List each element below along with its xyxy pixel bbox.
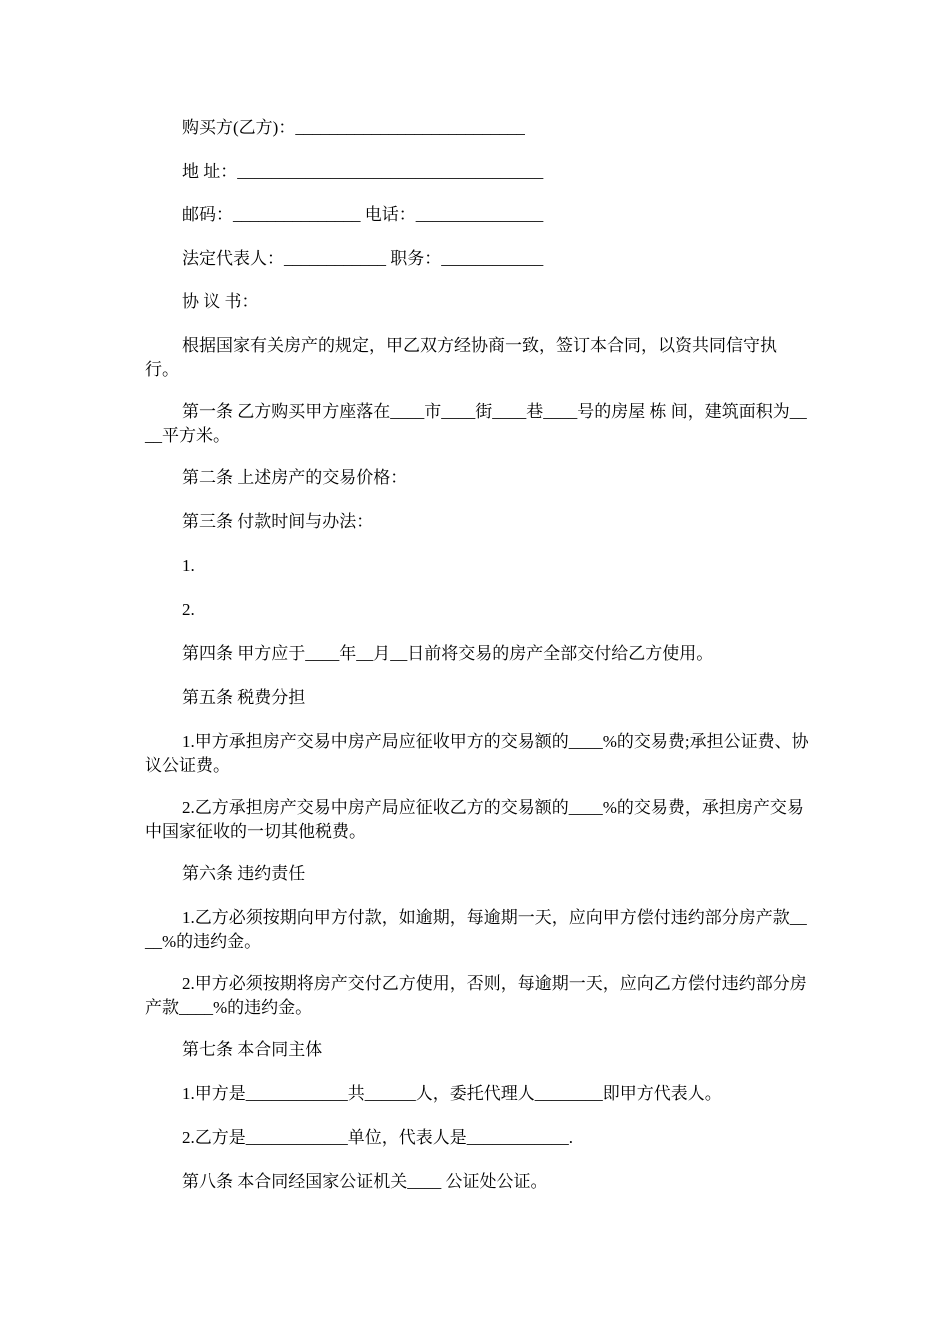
- article-6: 第六条 违约责任: [182, 864, 306, 883]
- preamble-paragraph: 根据国家有关房产的规定，甲乙双方经协商一致，签订本合同，以资共同信守执行。: [145, 336, 777, 379]
- article-3-item-2: 2.: [182, 600, 195, 619]
- article-7: 第七条 本合同主体: [182, 1040, 323, 1059]
- article-2: 第二条 上述房产的交易价格：: [182, 468, 408, 487]
- article-8: 第八条 本合同经国家公证机关____ 公证处公证。: [182, 1172, 548, 1191]
- article-6-item-2: 2.甲方必须按期将房产交付乙方使用，否则，每逾期一天，应向乙方偿付违约部分房产款____%的违约金。: [145, 974, 807, 1017]
- article-3-item-1: 1.: [182, 556, 195, 575]
- buyer-line: 购买方(乙方)：___________________________: [182, 118, 525, 137]
- article-3: 第三条 付款时间与办法：: [182, 512, 374, 531]
- agreement-heading: 协 议 书：: [182, 292, 259, 311]
- postcode-phone-line: 邮码：_______________ 电话：_______________: [182, 205, 544, 224]
- article-5-item-1: 1.甲方承担房产交易中房产局应征收甲方的交易额的____%的交易费;承担公证费、协议公证费。: [145, 732, 809, 775]
- address-line: 地 址：____________________________________: [182, 162, 544, 181]
- legal-rep-line: 法定代表人：____________ 职务：____________: [182, 249, 544, 268]
- article-1: 第一条 乙方购买甲方座落在____市____街____巷____号的房屋 栋 间，建筑面积为____平方米。: [145, 402, 807, 445]
- article-5: 第五条 税费分担: [182, 688, 306, 707]
- article-6-item-1: 1.乙方必须按期向甲方付款，如逾期，每逾期一天，应向甲方偿付违约部分房产款____%的违约金。: [145, 908, 807, 951]
- article-5-item-2: 2.乙方承担房产交易中房产局应征收乙方的交易额的____%的交易费，承担房产交易中国家征收的一切其他税费。: [145, 798, 804, 841]
- article-7-item-1: 1.甲方是____________共______人，委托代理人________即甲方代表人。: [182, 1084, 722, 1103]
- article-4: 第四条 甲方应于____年__月__日前将交易的房产全部交付给乙方使用。: [182, 644, 714, 663]
- article-7-item-2: 2.乙方是____________单位，代表人是____________.: [182, 1128, 573, 1147]
